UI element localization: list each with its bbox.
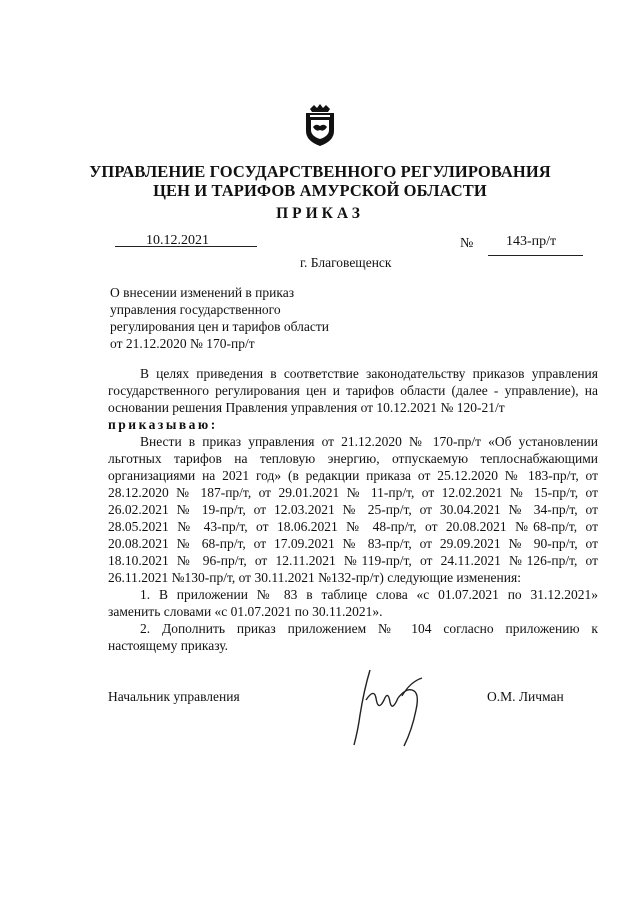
document-date: 10.12.2021	[146, 233, 209, 248]
main-text-line: 26.02.2021 № 19-пр/т, от 12.03.2021 № 25-пр/т, от 30.04.2021 № 34-пр/т, от	[108, 502, 598, 517]
document-number: 143-пр/т	[506, 234, 557, 249]
main-text-line: 26.11.2021 №130-пр/т, от 30.11.2021 №132-пр/т) следующие изменения:	[108, 570, 521, 585]
organization-name-line-1: УПРАВЛЕНИЕ ГОСУДАРСТВЕННОГО РЕГУЛИРОВАНИЯ	[89, 162, 551, 181]
signatory-title: Начальник управления	[108, 689, 240, 704]
item-2-line: 2. Дополнить приказ приложением № 104 согласно приложению к	[140, 621, 598, 636]
document-type-title: ПРИКАЗ	[276, 205, 364, 222]
coat-of-arms-emblem	[302, 103, 338, 147]
intro-line: основании решения Правления управления от 10.12.2021 № 120-21/т	[108, 400, 505, 415]
intro-line: В целях приведения в соответствие законодательству приказов управления	[140, 366, 598, 381]
number-sign: №	[460, 236, 474, 251]
subject-line: управления государственного	[110, 302, 281, 317]
signatory-name: О.М. Личман	[487, 689, 564, 704]
item-1-line: заменить словами «с 01.07.2021 по 30.11.2021».	[108, 604, 383, 619]
subject-line: от 21.12.2020 № 170-пр/т	[110, 336, 255, 351]
main-text-line: 28.05.2021 № 43-пр/т, от 18.06.2021 № 48-пр/т, от 20.08.2021 №68-пр/т, от	[108, 519, 598, 534]
main-text-line: 28.12.2020 № 187-пр/т, от 29.01.2021 № 11-пр/т, от 12.02.2021 № 15-пр/т, от	[108, 485, 598, 500]
main-text-line: 18.10.2021 № 96-пр/т, от 12.11.2021 №119-пр/т, от 24.11.2021 №126-пр/т, от	[108, 553, 598, 568]
number-underline	[488, 255, 583, 256]
order-keyword: приказываю:	[108, 417, 218, 432]
subject-line: О внесении изменений в приказ	[110, 285, 295, 300]
item-2-line: настоящему приказу.	[108, 638, 229, 653]
organization-name-line-2: ЦЕН И ТАРИФОВ АМУРСКОЙ ОБЛАСТИ	[153, 181, 487, 200]
main-text-line: 20.08.2021 № 68-пр/т, от 17.09.2021 № 83-пр/т, от 29.09.2021 № 90-пр/т, от	[108, 536, 598, 551]
handwritten-signature	[340, 660, 432, 750]
city-name: г. Благовещенск	[300, 255, 392, 270]
intro-line: государственного регулирования цен и тарифов области (далее - управление), на	[108, 383, 598, 398]
main-text-line: организациями на 2021 год» (в редакции приказа от 25.12.2020 № 183-пр/т, от	[108, 468, 598, 483]
main-text-line: Внести в приказ управления от 21.12.2020 № 170-пр/т «Об установлении	[140, 434, 598, 449]
main-text-line: льготных тарифов на тепловую энергию, отпускаемую теплоснабжающими	[108, 451, 598, 466]
item-1-line: 1. В приложении № 83 в таблице слова «с 01.07.2021 по 31.12.2021»	[140, 587, 598, 602]
subject-line: регулирования цен и тарифов области	[110, 319, 329, 334]
